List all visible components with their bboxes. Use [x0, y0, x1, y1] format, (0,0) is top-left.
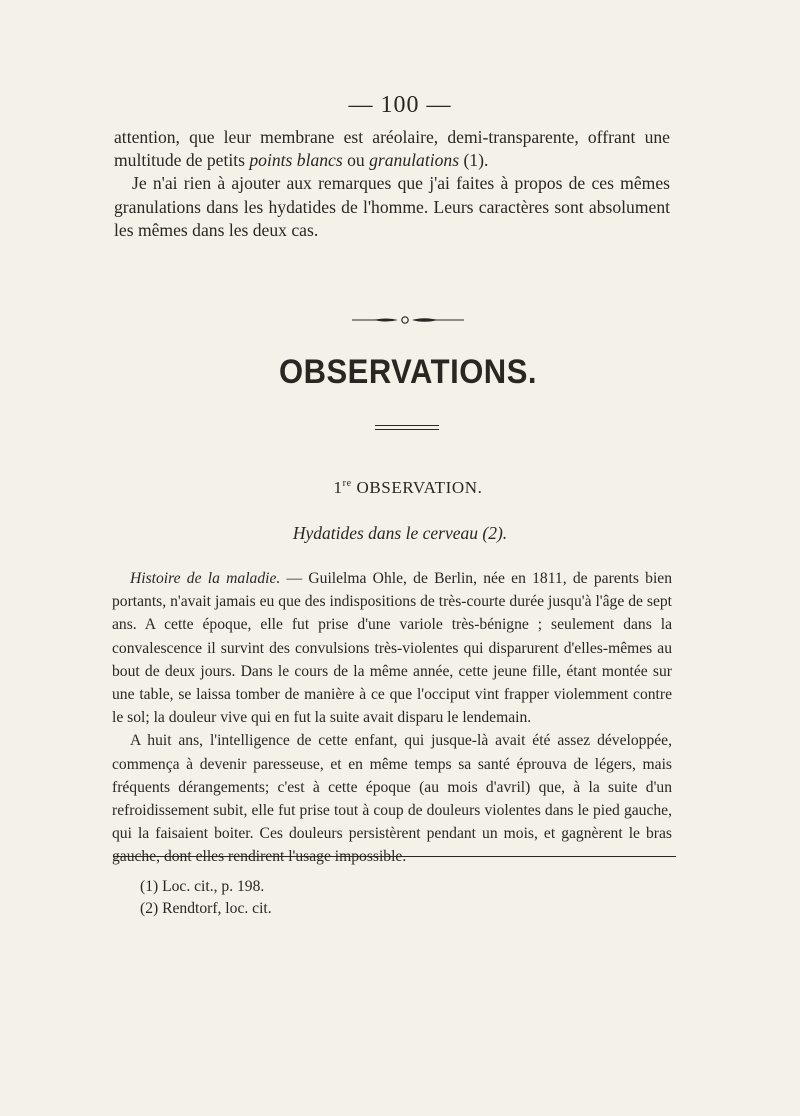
footnote-2: (2) Rendtorf, loc. cit. — [140, 900, 272, 917]
page-number: — 100 — — [348, 92, 452, 118]
observation-label: OBSERVATION. — [351, 478, 483, 497]
observation-p1-text: — Guilelma Ohle, de Berlin, née en 1811, de parents bien portants, n'avait jamais eu que des indispositions de très-courte durée jusqu'à l'âge de sept ans. A cette époque, elle fut prise d'une variole très-bénigne ; seulement dans la convalescence il survint des convulsions très-violentes qui disparurent d'elles-mêmes au bout de deux jours. Dans le cours de la même année, cette jeune fille, étant montée sur une table, se laissa tomber de manière à ce que l'occiput vint frapper violemment contre le sol; la douleur vive qui en fut la suite avait disparu le lendemain. — [112, 570, 672, 727]
observation-paragraph-2: A huit ans, l'intelligence de cette enfant, qui jusque-là avait été assez développée, commença à devenir paresseuse, et en même temps sa santé éprouva de légers, mais fréquents dérangements; c'est à cette époque (au mois d'avril) que, à la suite d'un refroidissement subit, elle fut prise tout à coup de douleurs violentes dans le pied gauche, qui la faisaient boiter. Ces douleurs persistèrent pendant un mois, et gagnèrent le bras gauche, dont elles rendirent l'usage impossible. — [112, 732, 672, 866]
intro-paragraph-2: Je n'ai rien à ajouter aux remarques que j'ai faites à propos de ces mêmes granulations dans les hydatides de l'homme. Leurs caractères sont absolument les mêmes dans les deux cas. — [114, 173, 670, 240]
observation-body — [112, 567, 672, 869]
intro-p1-mid: ou — [342, 150, 370, 171]
section-title: OBSERVATIONS. — [279, 351, 537, 392]
double-rule-divider — [375, 425, 439, 430]
histoire-heading-italic: Histoire de la maladie. — [130, 570, 281, 587]
intro-p1-end: (1). — [459, 150, 489, 171]
intro-text — [114, 126, 670, 242]
footnote-1: (1) Loc. cit., p. 198. — [140, 878, 265, 895]
observation-subtitle: Hydatides dans le cerveau (2). — [292, 523, 508, 543]
footnotes — [140, 876, 272, 920]
observation-number-suffix: re — [342, 478, 352, 489]
ornament-divider — [352, 315, 464, 325]
granulations-italic: granulations — [369, 150, 460, 171]
observation-paragraph-1 — [112, 567, 672, 729]
intro-p1-start: attention, que leur membrane est aréolaire, demi-transparente, offrant une multitude de petits — [114, 127, 670, 171]
observation-heading — [0, 478, 800, 498]
points-blancs-italic: points blancs — [249, 150, 343, 171]
observation-number: 1 — [333, 478, 343, 497]
footnote-rule — [114, 856, 676, 857]
intro-paragraph-1 — [114, 126, 670, 172]
